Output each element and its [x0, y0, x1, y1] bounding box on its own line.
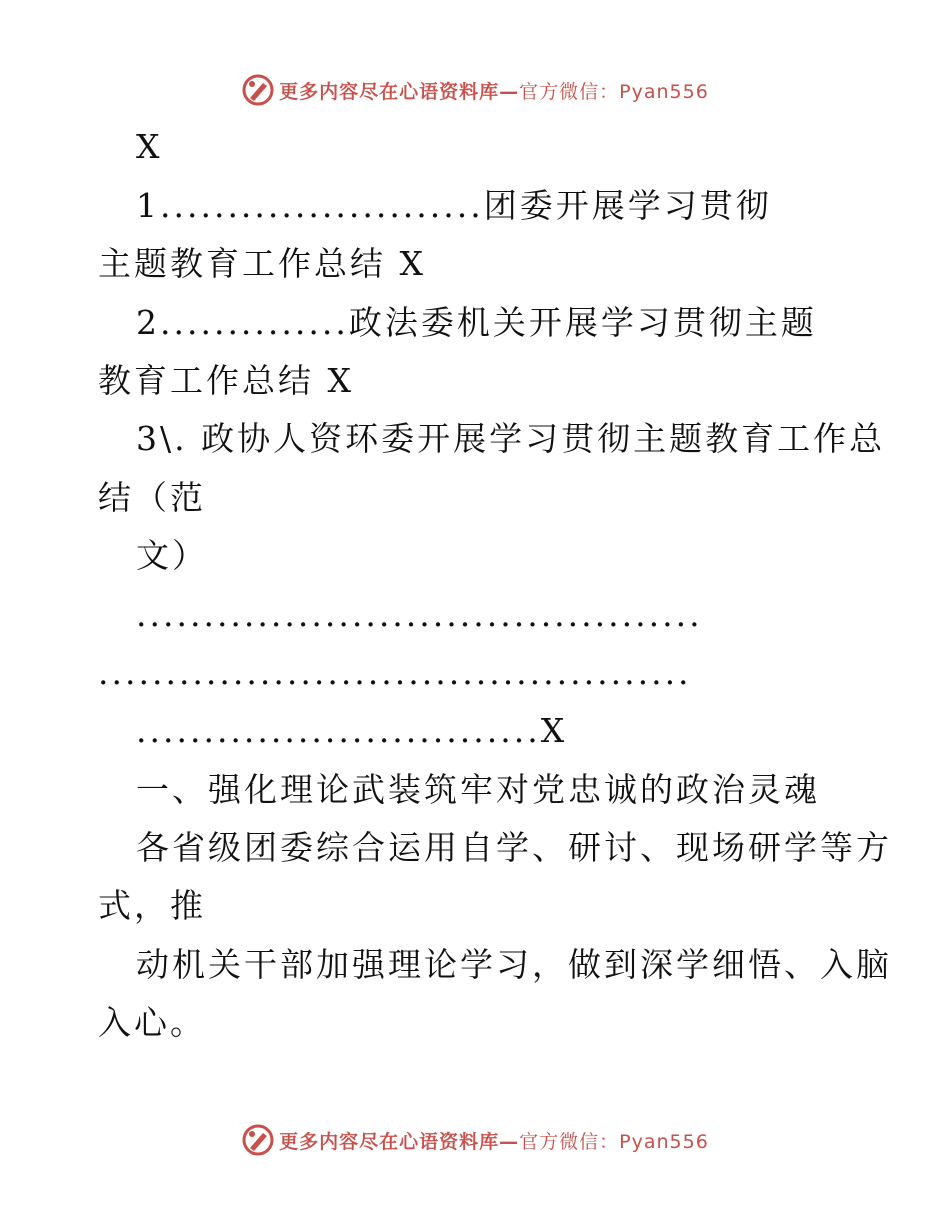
doc-line: ..............................X	[136, 711, 568, 750]
header-watermark-banner	[0, 68, 950, 112]
doc-line: 各省级团委综合运用自学、研讨、现场研学等方	[136, 828, 892, 867]
doc-line: 式，推	[98, 886, 206, 925]
doc-line: 1........................团委开展学习贯彻	[136, 186, 772, 225]
doc-line: X	[136, 127, 163, 166]
doc-line: 教育工作总结 X	[98, 361, 354, 400]
banner-text: 更多内容尽在心语资料库—官方微信：Pyan556	[279, 1130, 709, 1153]
footer-watermark-banner	[0, 1118, 950, 1162]
pen-logo-icon	[241, 73, 275, 107]
doc-line: 结（范	[98, 478, 206, 517]
doc-line: ............................................	[98, 653, 692, 692]
doc-line: ..........................................	[136, 595, 703, 634]
doc-line: 2..............政法委机关开展学习贯彻主题	[136, 303, 817, 342]
doc-line: 3\. 政协人资环委开展学习贯彻主题教育工作总	[136, 419, 886, 458]
banner-text: 更多内容尽在心语资料库—官方微信：Pyan556	[279, 80, 709, 103]
doc-line: 动机关干部加强理论学习，做到深学细悟、入脑	[136, 945, 892, 984]
section-heading: 一、强化理论武装筑牢对党忠诚的政治灵魂	[136, 770, 820, 809]
pen-logo-icon	[241, 1123, 275, 1157]
doc-line: 入心。	[98, 1003, 206, 1042]
doc-line: 文）	[136, 536, 208, 575]
doc-line: 主题教育工作总结 X	[98, 244, 426, 283]
